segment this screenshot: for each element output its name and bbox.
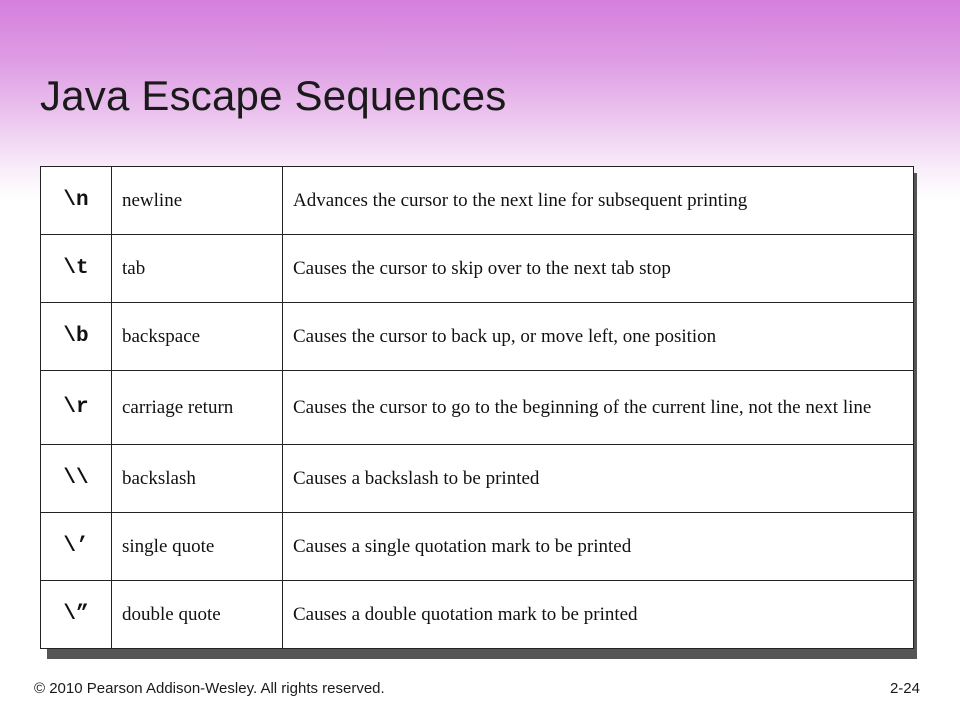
table-row <box>41 235 914 303</box>
escape-name-cell: backslash <box>112 445 283 513</box>
escape-name-cell: newline <box>112 167 283 235</box>
escape-description-cell: Causes the cursor to skip over to the next tab stop <box>283 235 914 303</box>
table-row <box>41 303 914 371</box>
escape-name-cell: carriage return <box>112 371 283 445</box>
table-row <box>41 513 914 581</box>
escape-description-cell: Causes a backslash to be printed <box>283 445 914 513</box>
escape-name-cell: tab <box>112 235 283 303</box>
table-row <box>41 167 914 235</box>
table-row <box>41 581 914 649</box>
escape-sequence-cell: \n <box>41 167 112 235</box>
escape-description-cell: Causes the cursor to back up, or move left, one position <box>283 303 914 371</box>
escape-sequence-cell: \b <box>41 303 112 371</box>
escape-sequence-cell: \t <box>41 235 112 303</box>
escape-name-cell: single quote <box>112 513 283 581</box>
escape-description-cell: Causes a double quotation mark to be printed <box>283 581 914 649</box>
escape-sequence-table <box>40 166 914 649</box>
escape-description-cell: Advances the cursor to the next line for subsequent printing <box>283 167 914 235</box>
slide-title: Java Escape Sequences <box>40 72 507 119</box>
escape-description-cell: Causes a single quotation mark to be printed <box>283 513 914 581</box>
escape-name-cell: double quote <box>112 581 283 649</box>
escape-name-cell: backspace <box>112 303 283 371</box>
escape-description-cell: Causes the cursor to go to the beginning of the current line, not the next line <box>283 371 914 445</box>
table-row <box>41 445 914 513</box>
footer-page-number: 2-24 <box>889 680 920 697</box>
table-row <box>41 371 914 445</box>
escape-sequence-cell: \r <box>41 371 112 445</box>
footer-copyright: © 2010 Pearson Addison-Wesley. All rights reserved. <box>34 680 385 697</box>
escape-sequence-cell: \\ <box>41 445 112 513</box>
escape-sequence-cell: \” <box>41 581 112 649</box>
escape-sequence-cell: \’ <box>41 513 112 581</box>
